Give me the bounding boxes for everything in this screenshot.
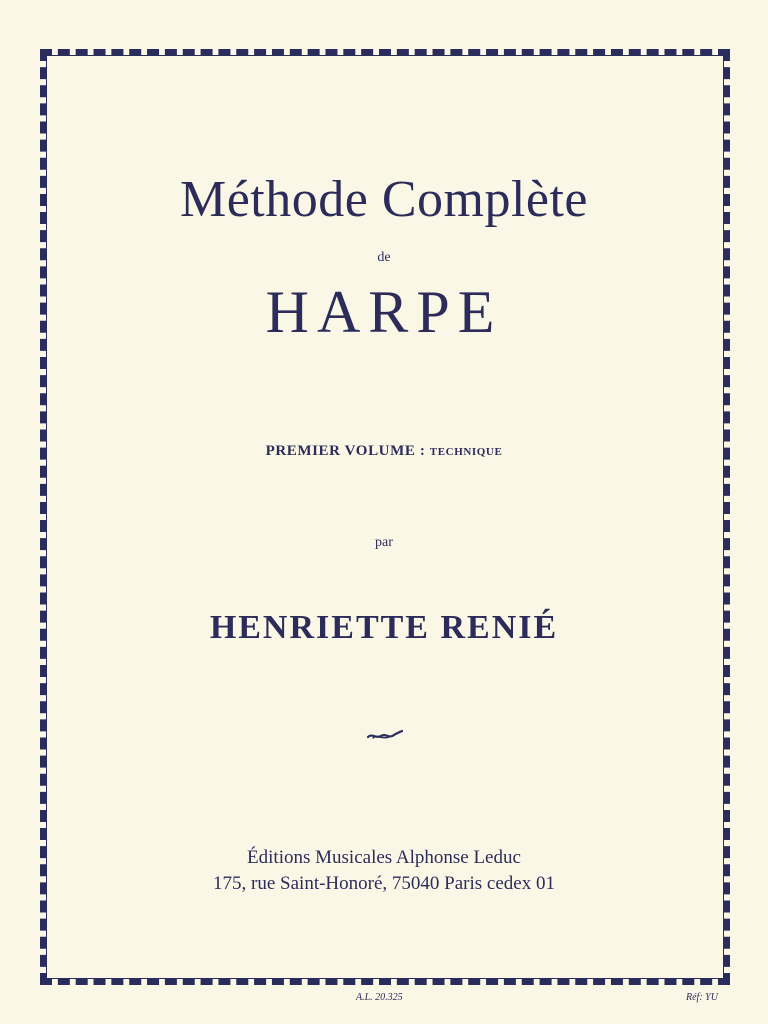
volume-separator: : bbox=[415, 443, 430, 459]
title-line-1: Méthode Complète bbox=[179, 171, 589, 228]
title-main: HARPE bbox=[265, 279, 503, 345]
volume-line bbox=[0, 441, 768, 462]
author-name: HENRIETTE RENIÉ bbox=[209, 609, 559, 646]
flourish-ornament-icon bbox=[367, 728, 403, 742]
volume-main: PREMIER VOLUME bbox=[265, 443, 416, 459]
volume-sub: TECHNIQUE bbox=[429, 446, 503, 458]
catalog-number: A.L. 20.325 bbox=[356, 992, 403, 1003]
by-label: par bbox=[375, 535, 393, 550]
title-connector: de bbox=[377, 250, 391, 265]
publisher-name: Éditions Musicales Alphonse Leduc bbox=[247, 847, 521, 868]
publisher-address: 175, rue Saint-Honoré, 75040 Paris cedex 01 bbox=[213, 873, 555, 894]
reference-code: Réf: YU bbox=[686, 992, 718, 1003]
